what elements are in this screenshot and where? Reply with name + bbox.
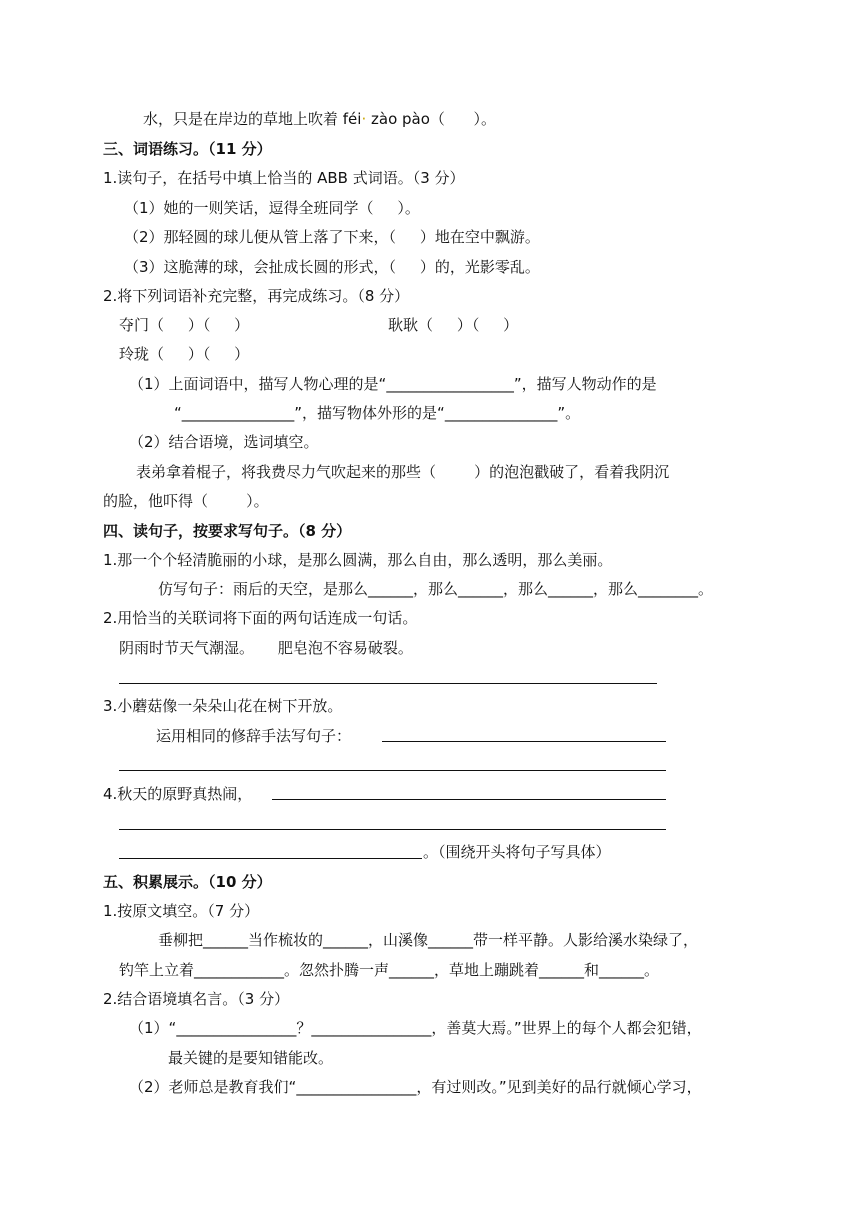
question-text: 钓竿上立着____________。忽然扑腾一声______，草地上蹦跳着______和______。 [119,961,660,979]
question-text: （2）结合语境，选词填空。 [129,433,319,451]
answer-line[interactable] [119,683,657,684]
question-text: （2）老师总是教育我们“________________，有过则改。”见到美好的品行就倾心学习， [129,1078,702,1096]
question-text: （1）“________________？________________，善莫大焉。”世界上的每个人都会犯错， [129,1019,702,1037]
answer-line[interactable] [119,858,422,859]
question-text: 仿写句子：雨后的天空，是那么______，那么______，那么______，那么________。 [158,580,714,598]
word-item: 耿耿（ ）（ ） [388,316,519,334]
question-text: 4.秋天的原野真热闹， [103,785,253,803]
pinyin-line [143,109,496,129]
question-text: 1.读句子，在括号中填上恰当的 ABB 式词语。（3 分） [103,169,465,187]
question-text: 1.按原文填空。（7 分） [103,902,260,920]
question-text: 表弟拿着棍子，将我费尽力气吹起来的那些（ ）的泡泡戳破了，看着我阴沉 [136,463,670,481]
text-line: zào pào（ ）。 [371,110,497,128]
question-text: 3.小蘑菇像一朵朵山花在树下开放。 [103,697,343,715]
question-text: （1）上面词语中，描写人物心理的是“_________________”，描写人物动作的是 [129,375,657,393]
question-text: 的脸，他吓得（ ）。 [103,492,269,510]
section-heading: 三、词语练习。（11 分） [103,140,272,158]
question-text: （3）这脆薄的球，会扯成长圆的形式，（ ）的，光影零乱。 [124,258,540,276]
question-text: 阴雨时节天气潮湿。 肥皂泡不容易破裂。 [119,639,413,657]
section-heading: 五、积累展示。（10 分） [103,873,272,891]
question-text: 2.用恰当的关联词将下面的两句话连成一句话。 [103,609,418,627]
question-text: 运用相同的修辞手法写句子： [156,727,352,745]
answer-line[interactable] [382,741,666,742]
answer-line[interactable] [119,770,666,771]
text-line: 水，只是在岸边的草地上吹着 féi [143,110,362,128]
question-text: 1.那一个个轻清脆丽的小球，是那么圆满，那么自由，那么透明，那么美丽。 [103,551,613,569]
question-text: “_______________”，描写物体外形的是“_______________”。 [174,404,581,422]
dot-mark: · [361,110,367,128]
question-text: 垂柳把______当作梳妆的______，山溪像______带一样平静。人影给溪水染绿了， [158,931,699,949]
question-text: （2）那轻圆的球儿便从管上落了下来，（ ）地在空中飘游。 [124,228,540,246]
question-text: （1）她的一则笑话，逗得全班同学（ ）。 [124,199,420,217]
question-text: 2.将下列词语补充完整，再完成练习。（8 分） [103,287,410,305]
word-item: 夺门（ ）（ ） [119,316,250,334]
answer-line[interactable] [119,829,666,830]
question-text: 2.结合语境填名言。（3 分） [103,990,290,1008]
section-heading: 四、读句子，按要求写句子。（8 分） [103,522,352,540]
word-item: 玲珑（ ）（ ） [119,345,250,363]
question-text: 。（围绕开头将句子写具体） [423,843,611,861]
question-text: 最关键的是要知错能改。 [168,1049,334,1067]
answer-line[interactable] [272,799,666,800]
